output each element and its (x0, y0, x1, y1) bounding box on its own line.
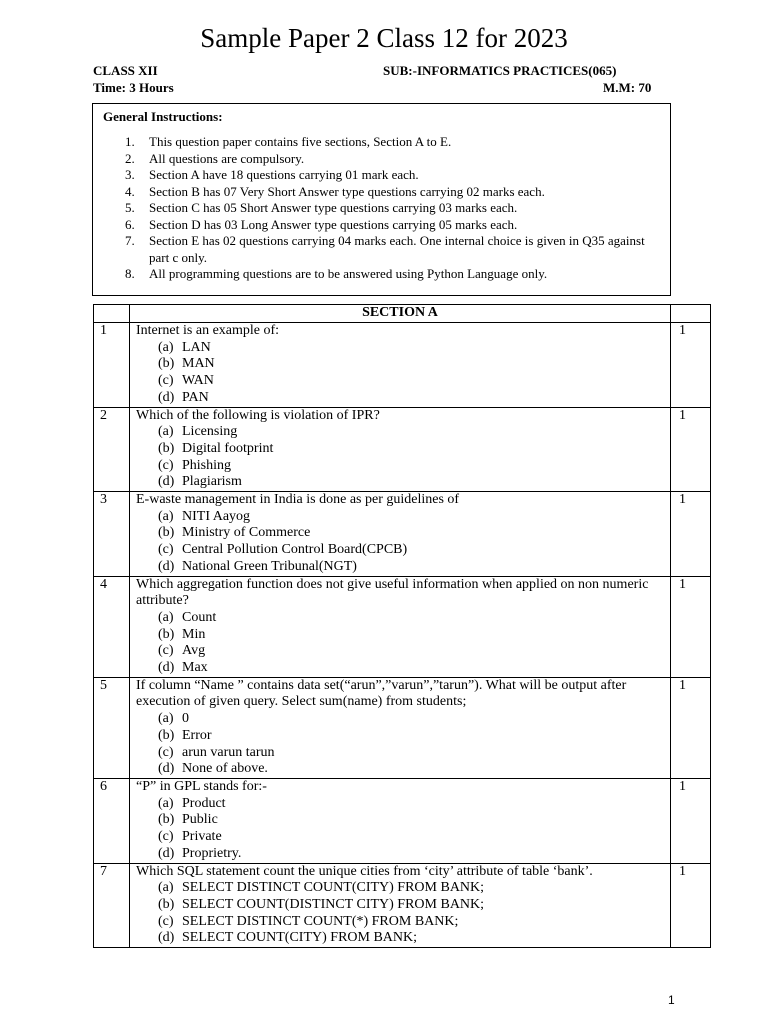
options-list (136, 880, 666, 947)
option-text: Min (182, 626, 206, 642)
question-row (94, 492, 711, 577)
question-cell (130, 863, 671, 948)
instruction-text: Section B has 07 Very Short Answer type questions carrying 02 marks each. (149, 183, 545, 199)
option-text: LAN (182, 339, 211, 355)
question-text: If column “Name ” contains data set(“arun”,”varun”,”tarun”). What will be output after execution of given query. Select sum(name) from students; (136, 677, 627, 710)
instruction-number: 2. (125, 150, 135, 166)
question-row (94, 576, 711, 677)
option-text: Ministry of Commerce (182, 525, 311, 541)
option-item (158, 914, 666, 931)
options-list (136, 340, 666, 407)
option-item (158, 711, 666, 728)
option-text: NITI Aayog (182, 508, 251, 524)
option-item (158, 627, 666, 644)
instruction-text: Section A have 18 questions carrying 01 mark each. (149, 167, 419, 182)
instruction-text: This question paper contains five sections, Section A to E. (149, 134, 452, 149)
option-text: SELECT DISTINCT COUNT(CITY) FROM BANK; (182, 880, 485, 896)
option-text: Digital footprint (182, 440, 274, 456)
option-letter: (b) (158, 727, 175, 743)
question-cell (130, 323, 671, 408)
question-number: 4 (94, 576, 130, 677)
option-text: Phishing (182, 457, 232, 473)
question-number: 6 (94, 778, 130, 863)
instruction-text: All questions are compulsory. (149, 150, 305, 166)
instruction-number: 5. (125, 200, 135, 215)
option-letter: (a) (158, 795, 174, 811)
instruction-item (125, 233, 655, 266)
instruction-item (125, 151, 655, 168)
option-item (158, 340, 666, 357)
option-letter: (c) (158, 744, 174, 760)
options-list (136, 796, 666, 863)
option-letter: (b) (158, 812, 175, 828)
page-title: Sample Paper 2 Class 12 for 2023 (200, 23, 568, 53)
option-text: Product (182, 795, 226, 811)
option-item (158, 745, 666, 762)
option-item (158, 474, 666, 491)
question-marks: 1 (671, 407, 711, 492)
option-letter: (a) (158, 609, 174, 625)
option-text: Max (182, 660, 208, 676)
instruction-number: 1. (125, 134, 135, 149)
instructions-heading: General Instructions: (103, 109, 223, 124)
option-text: WAN (182, 373, 214, 389)
question-cell (130, 576, 671, 677)
header-row-2 (93, 80, 663, 96)
question-row (94, 778, 711, 863)
question-cell (130, 407, 671, 492)
option-letter: (b) (158, 356, 175, 372)
option-text: MAN (182, 356, 215, 372)
option-item (158, 390, 666, 407)
option-letter: (d) (158, 474, 175, 490)
question-row (94, 323, 711, 408)
question-number: 1 (94, 323, 130, 408)
instruction-item (125, 217, 655, 234)
option-letter: (d) (158, 389, 175, 405)
section-title: SECTION A (130, 305, 671, 323)
option-text: Proprietry. (182, 845, 242, 861)
option-text: Private (182, 829, 222, 845)
option-text: National Green Tribunal(NGT) (182, 558, 357, 574)
option-text: None of above. (182, 761, 268, 777)
option-letter: (a) (158, 424, 174, 440)
instruction-item (125, 184, 655, 201)
question-cell (130, 677, 671, 778)
question-cell (130, 778, 671, 863)
time-label: Time: 3 Hours (93, 80, 174, 95)
question-marks: 1 (671, 778, 711, 863)
option-item (158, 728, 666, 745)
option-text: SELECT COUNT(CITY) FROM BANK; (182, 930, 418, 946)
option-text: Licensing (182, 424, 238, 440)
option-text: 0 (182, 711, 189, 727)
option-letter: (a) (158, 880, 174, 896)
option-letter: (c) (158, 457, 174, 473)
questions-table (93, 304, 711, 948)
question-cell (130, 492, 671, 577)
option-item (158, 610, 666, 627)
option-item (158, 458, 666, 475)
class-label: CLASS XII (93, 63, 158, 78)
option-item (158, 643, 666, 660)
instruction-number: 3. (125, 167, 135, 182)
option-letter: (a) (158, 508, 174, 524)
instruction-item (125, 167, 655, 184)
instruction-text: Section D has 03 Long Answer type questions carrying 05 marks each. (149, 216, 518, 232)
instruction-item (125, 134, 655, 151)
question-number: 3 (94, 492, 130, 577)
question-marks: 1 (671, 323, 711, 408)
question-marks: 1 (671, 576, 711, 677)
option-letter: (d) (158, 558, 175, 574)
max-marks-label: M.M: 70 (603, 80, 652, 95)
question-row (94, 863, 711, 948)
question-marks: 1 (671, 492, 711, 577)
option-letter: (b) (158, 525, 175, 541)
question-row (94, 677, 711, 778)
question-number: 5 (94, 677, 130, 778)
question-marks: 1 (671, 863, 711, 948)
question-marks: 1 (671, 677, 711, 778)
question-text: E-waste management in India is done as per guidelines of (136, 492, 460, 508)
option-text: PAN (182, 389, 209, 405)
header-row-1 (93, 63, 663, 79)
option-text: Plagiarism (182, 474, 242, 490)
question-text: “P” in GPL stands for:- (136, 778, 267, 794)
instruction-item (125, 200, 655, 217)
general-instructions-box (92, 103, 671, 296)
option-letter: (a) (158, 339, 174, 355)
option-letter: (d) (158, 761, 175, 777)
option-letter: (c) (158, 829, 174, 845)
option-item (158, 559, 666, 576)
instructions-list (125, 134, 655, 283)
instruction-number: 8. (125, 266, 135, 281)
option-item (158, 441, 666, 458)
option-item (158, 846, 666, 863)
options-list (136, 424, 666, 491)
instruction-item (125, 266, 655, 283)
instruction-text: Section C has 05 Short Answer type questions carrying 03 marks each. (149, 200, 518, 215)
option-item (158, 930, 666, 947)
option-text: Public (182, 812, 218, 828)
option-item (158, 660, 666, 677)
option-letter: (b) (158, 896, 175, 912)
option-text: SELECT DISTINCT COUNT(*) FROM BANK; (182, 913, 459, 929)
option-letter: (c) (158, 913, 174, 929)
option-item (158, 880, 666, 897)
option-item (158, 542, 666, 559)
question-text: Which of the following is violation of IPR? (136, 407, 380, 423)
option-letter: (d) (158, 660, 175, 676)
options-list (136, 610, 666, 677)
section-header-row (94, 305, 711, 323)
option-letter: (b) (158, 626, 175, 642)
option-item (158, 897, 666, 914)
option-letter: (a) (158, 711, 174, 727)
option-letter: (c) (158, 643, 174, 659)
option-letter: (d) (158, 930, 175, 946)
question-text: Which SQL statement count the unique cities from ‘city’ attribute of table ‘bank’. (136, 863, 593, 879)
option-item (158, 509, 666, 526)
option-text: Count (182, 609, 217, 625)
option-item (158, 812, 666, 829)
option-letter: (c) (158, 373, 174, 389)
option-item (158, 525, 666, 542)
question-text: Internet is an example of: (136, 323, 280, 338)
option-item (158, 356, 666, 373)
option-text: arun varun tarun (182, 744, 275, 760)
instruction-number: 4. (125, 183, 135, 199)
question-number: 2 (94, 407, 130, 492)
instruction-number: 6. (125, 216, 135, 232)
option-letter: (d) (158, 845, 175, 861)
instruction-text: Section E has 02 questions carrying 04 marks each. One internal choice is given in Q35 against part c only. (149, 233, 645, 265)
option-text: Central Pollution Control Board(CPCB) (182, 542, 408, 558)
instruction-number: 7. (125, 233, 135, 248)
question-text: Which aggregation function does not give useful information when applied on non numeric attribute? (136, 576, 649, 609)
option-item (158, 373, 666, 390)
options-list (136, 509, 666, 576)
option-text: Avg (182, 643, 206, 659)
subject-label: SUB:-INFORMATICS PRACTICES(065) (383, 63, 617, 78)
option-letter: (c) (158, 542, 174, 558)
option-item (158, 424, 666, 441)
question-row (94, 407, 711, 492)
option-letter: (b) (158, 440, 175, 456)
page-number: 1 (668, 993, 675, 1007)
option-item (158, 796, 666, 813)
option-text: Error (182, 727, 212, 743)
option-text: SELECT COUNT(DISTINCT CITY) FROM BANK; (182, 896, 485, 912)
option-item (158, 829, 666, 846)
instruction-text: All programming questions are to be answered using Python Language only. (149, 266, 548, 281)
options-list (136, 711, 666, 778)
option-item (158, 761, 666, 778)
question-number: 7 (94, 863, 130, 948)
